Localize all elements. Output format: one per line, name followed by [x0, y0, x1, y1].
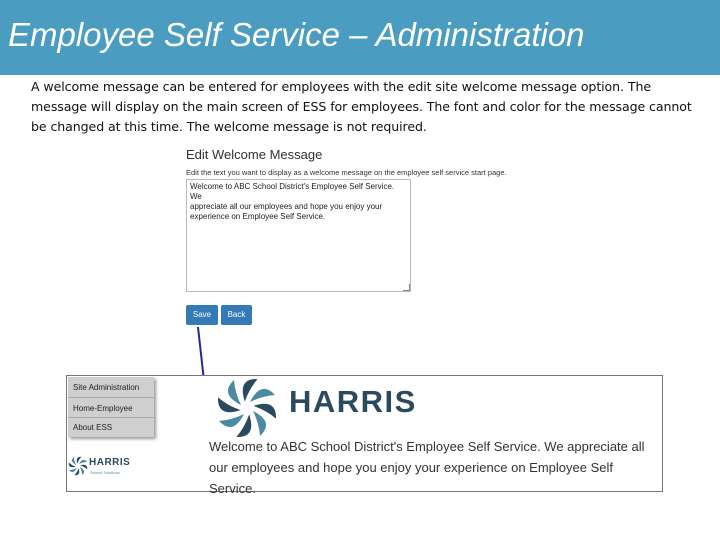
- harris-mini-logo-icon: [68, 456, 88, 476]
- slide-title: Employee Self Service – Administration: [8, 16, 585, 53]
- welcome-message-display: Welcome to ABC School District's Employee Self Service. We appreciate all our employees and hope you enjoy your experience on Employee Self Service.: [209, 439, 645, 496]
- back-button[interactable]: Back: [221, 305, 252, 325]
- save-button[interactable]: Save: [186, 305, 218, 325]
- harris-wordmark: HARRIS: [289, 384, 417, 419]
- harris-mini-wordmark: HARRIS: [89, 457, 131, 468]
- sidebar-item-home-employee[interactable]: Home-Employee: [73, 404, 133, 413]
- harris-logo-icon: [215, 376, 279, 440]
- sidebar-item-about-ess[interactable]: About ESS: [73, 423, 113, 432]
- welcome-message-textarea[interactable]: Welcome to ABC School District's Employee Self Service. We appreciate all our employees and hope you enjoy your experience on Employee Self Service.: [186, 179, 411, 292]
- sidebar-divider: [68, 397, 154, 398]
- edit-instruction: Edit the text you want to display as a welcome message on the employee self service start page.: [186, 168, 507, 177]
- intro-paragraph: A welcome message can be entered for employees with the edit site welcome message option. The message will display on the main screen of ESS for employees. The font and color for the message cannot be changed at this time. The welcome message is not required.: [31, 79, 692, 134]
- sidebar-divider: [68, 417, 154, 418]
- ess-preview-screenshot: [66, 375, 663, 496]
- edit-welcome-title: Edit Welcome Message: [186, 147, 323, 162]
- sidebar-item-site-administration[interactable]: Site Administration: [73, 383, 140, 392]
- harris-mini-tagline: School Solutions: [90, 470, 120, 475]
- preview-sidebar: [68, 377, 154, 437]
